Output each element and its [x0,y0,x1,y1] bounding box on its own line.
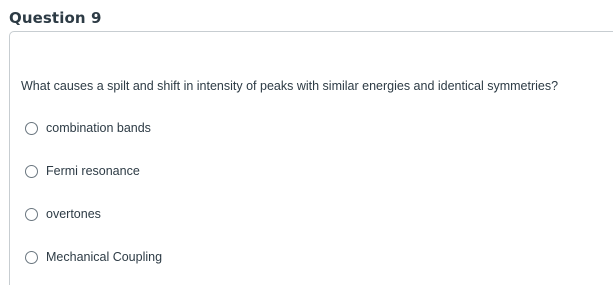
answer-option-combination-bands[interactable] [25,120,151,136]
question-title: Question 9 [9,9,102,27]
answer-option-fermi-resonance[interactable] [25,163,140,179]
answer-option-overtones[interactable] [25,206,101,222]
question-box [9,31,613,285]
radio-button[interactable] [25,122,38,135]
answer-label[interactable]: Mechanical Coupling [46,250,163,264]
answer-label[interactable]: Fermi resonance [46,164,140,178]
radio-button[interactable] [25,208,38,221]
radio-button[interactable] [25,251,38,264]
radio-button[interactable] [25,165,38,178]
question-text: What causes a spilt and shift in intensity of peaks with similar energies and identical symmetries? [21,79,559,93]
answer-label[interactable]: combination bands [46,121,151,135]
answer-label[interactable]: overtones [46,207,101,221]
answer-option-mechanical-coupling[interactable] [25,249,162,265]
